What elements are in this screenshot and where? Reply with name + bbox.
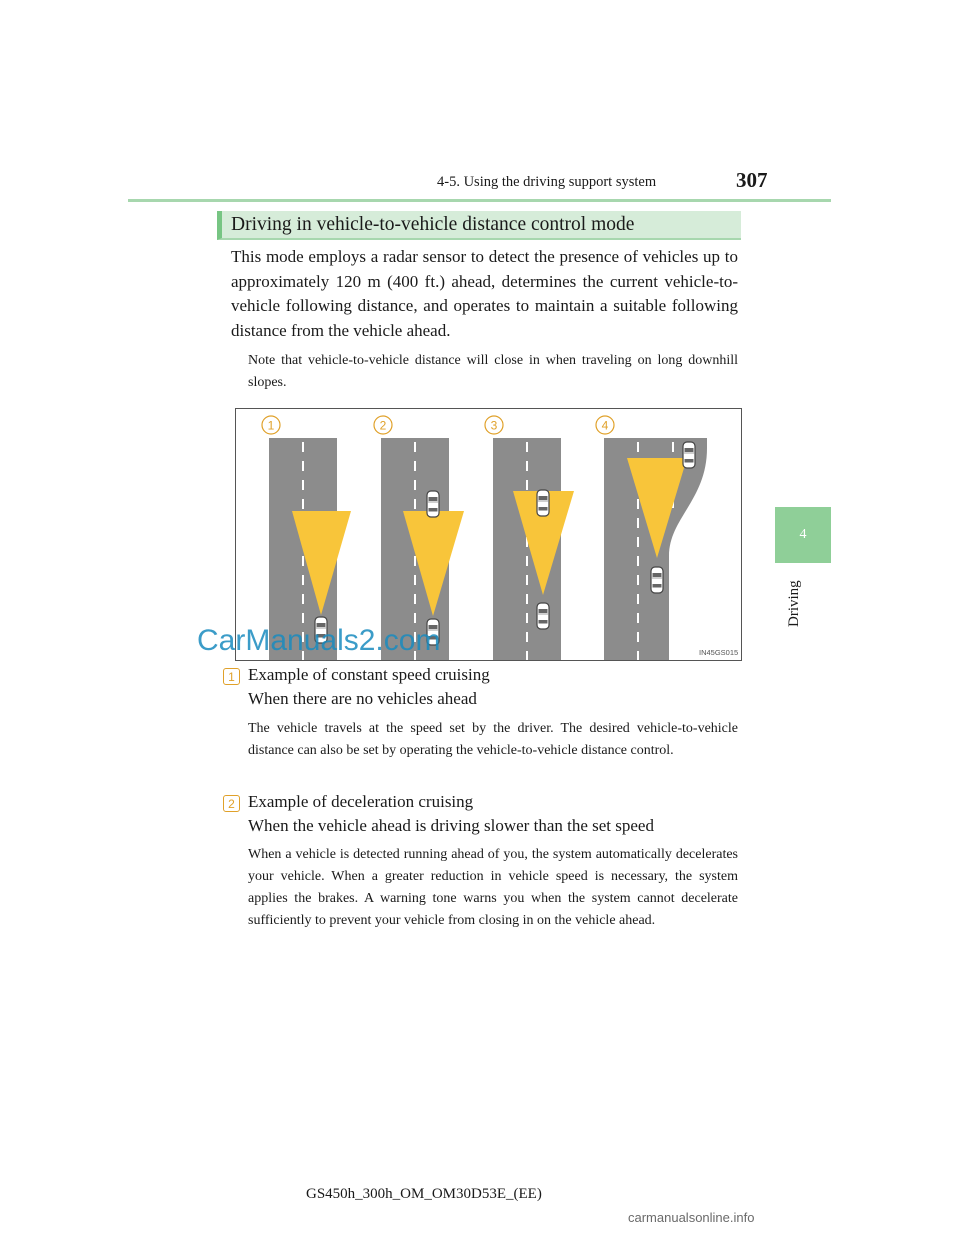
header-rule [128,199,831,202]
scenario-label-1: 1 [267,418,275,433]
site-watermark[interactable]: carmanualsonline.info [628,1210,755,1225]
item-badge-2: 2 [223,795,240,812]
scenario-label-4: 4 [601,418,609,433]
item-2-subtitle: When the vehicle ahead is driving slower than the set speed [248,816,654,835]
item-2-title: Example of deceleration cruising [248,792,474,811]
item-2-body: When a vehicle is detected running ahead of you, the system automatically decelerates your vehicle. When a greater reduction in vehicle speed is necessary, the system applies the brakes. A warning tone warns you when the system cannot decelerate sufficiently to prevent your vehicle from closing in on the vehicle ahead. [248,847,738,928]
figure-code: IN45GS015 [699,648,739,657]
item-1-body: The vehicle travels at the speed set by the driver. The desired vehicle-to-vehicle distance can also be set by operating the vehicle-to-vehicle distance control. [248,721,738,758]
note-paragraph: Note that vehicle-to-vehicle distance will close in when traveling on long downhill slopes. [248,353,738,390]
item-1-title: Example of constant speed cruising [248,665,490,684]
intro-paragraph: This mode employs a radar sensor to detect the presence of vehicles up to approximately 120 m (400 ft.) ahead, determines the current vehicle-to-vehicle following distance, and operates to maintain a suitable following distance from the vehicle ahead. [231,247,738,340]
chapter-tab-label: Driving [786,580,802,627]
item-badge-1: 1 [223,668,240,685]
section-heading: Driving in vehicle-to-vehicle distance control mode [217,211,741,240]
chapter-tab[interactable]: 4 [775,507,831,563]
running-header-section: 4-5. Using the driving support system [437,174,657,190]
scenario-3-panel [485,416,574,660]
watermark-link[interactable]: CarManuals2.com [197,624,441,657]
page-number: 307 [736,168,768,192]
scenario-label-3: 3 [490,418,498,433]
scenario-label-2: 2 [379,418,387,433]
item-1-subtitle: When there are no vehicles ahead [248,689,477,708]
manual-code: GS450h_300h_OM_OM30D53E_(EE) [306,1186,542,1202]
